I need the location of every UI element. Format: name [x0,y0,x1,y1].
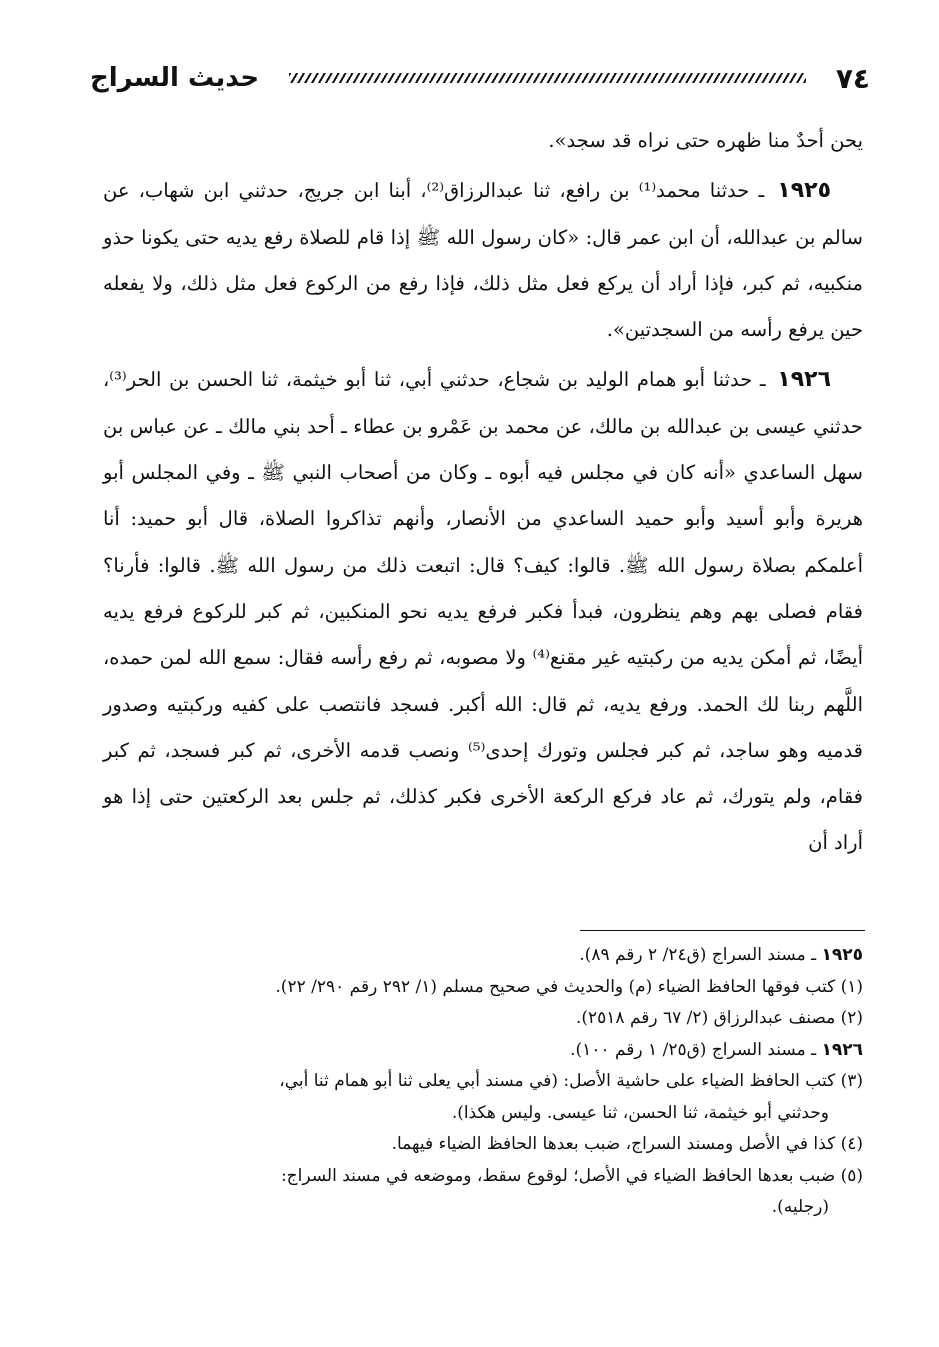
source-note-1925 [103,940,863,972]
source-note-text: ـ مسند السراج (ق٢٤/ ٢ رقم ٨٩). [579,945,822,965]
footnote-5: (٥) ضبب بعدها الحافظ الضياء في الأصل؛ لوقوع سقط، وموضعه في مسند السراج: [280,1165,863,1186]
footnote-separator [580,930,865,931]
hadith-text: ـ حدثنا أبو همام الوليد بن شجاع، حدثني أبي، ثنا أبو خيثمة، ثنا الحسن بن الحر⁽³⁾، حدثني عيسى بن عبدالله بن مالك، عن محمد بن عَمْرو بن عطاء ـ أحد بني مالك ـ عن عباس بن سهل الساعدي «أنه كان في مجلس فيه أبوه ـ وكان من أصحاب النبي ﷺ ـ وفي المجلس أبو هريرة وأبو أسيد وأبو حميد الساعدي من الأنصار، وأنهم تذاكروا الصلاة، قال أبو حميد: أنا أعلمكم بصلاة رسول الله ﷺ. قالوا: كيف؟ قال: اتبعت ذلك من رسول الله ﷺ. قالوا: فأرنا؟ فقام فصلى بهم وهم ينظرون، فبدأ فكبر فرفع يديه نحو المنكبين، ثم كبر للركوع فرفع يديه أيضًا، ثم أمكن يديه من ركبتيه غير مقنع⁽⁴⁾ ولا مصوبه، ثم رفع رأسه فقال: سمع الله لمن حمده، اللَّهم ربنا لك الحمد. ورفع يديه، ثم قال: الله أكبر. فسجد فانتصب على كفيه وركبتيه وصدور قدميه وهو ساجد، ثم كبر فجلس وتورك إحدى⁽⁵⁾ ونصب قدمه الأخرى، ثم كبر فسجد، ثم كبر فقام، ولم يتورك، ثم عاد فركع الركعة الأخرى فكبر كذلك، ثم جلس بعد الركعتين حتى إذا هو أراد أن [103,368,864,855]
footnote-2: (٢) مصنف عبدالرزاق (٢/ ٦٧ رقم ٢٥١٨). [575,1008,863,1028]
footnote-1: (١) كتب فوقها الحافظ الضياء (م) والحديث في صحيح مسلم (١/ ٢٩٢ رقم ٢٩٠/ ٢٢). [275,976,863,997]
hadith-number: ١٩٢٦ [777,367,831,393]
main-text [103,118,863,867]
page-number: ٧٤ [835,61,870,95]
footnote-3-continued: وحدثني أبو خيثمة، ثنا الحسن، ثنا عيسى. وليس هكذا). [451,1102,829,1123]
footnote-4: (٤) كذا في الأصل ومسند السراج، ضبب بعدها الحافظ الضياء فيهما. [391,1134,863,1154]
hadith-number: ١٩٢٥ [777,178,832,204]
continued-paragraph: يحن أحدٌ منا ظهره حتى نراه قد سجد». [548,129,863,152]
hadith-1926 [103,357,863,866]
source-hadith-number: ١٩٢٦ [821,1039,863,1060]
source-note-1926 [103,1035,863,1067]
footnote-3: (٣) كتب الحافظ الضياء على حاشية الأصل: (في مسند أبي يعلى ثنا أبو همام ثنا أبي، [279,1071,863,1091]
header-decorative-rule [289,73,806,83]
footnotes [103,940,863,1224]
source-note-text: ـ مسند السراج (ق٢٥/ ١ رقم ١٠٠). [570,1039,822,1060]
running-title: حديث السراج [90,63,260,93]
source-hadith-number: ١٩٢٥ [821,945,863,965]
hadith-1925 [103,168,863,353]
footnote-5-continued: (رجليه). [771,1197,829,1217]
page-header [90,58,870,98]
hadith-text: ـ حدثنا محمد⁽¹⁾ بن رافع، ثنا عبدالرزاق⁽²⁾، أبنا ابن جريج، حدثني ابن شهاب، عن سالم بن عبدالله، أن ابن عمر قال: «كان رسول الله ﷺ إذا قام للصلاة رفع يديه حتى يكونا حذو منكبيه، ثم كبر، فإذا أراد أن يركع فعل مثل ذلك، فإذا رفع من الركوع فعل مثل ذلك، ولا يفعله حين يرفع رأسه من السجدتين». [103,179,863,342]
